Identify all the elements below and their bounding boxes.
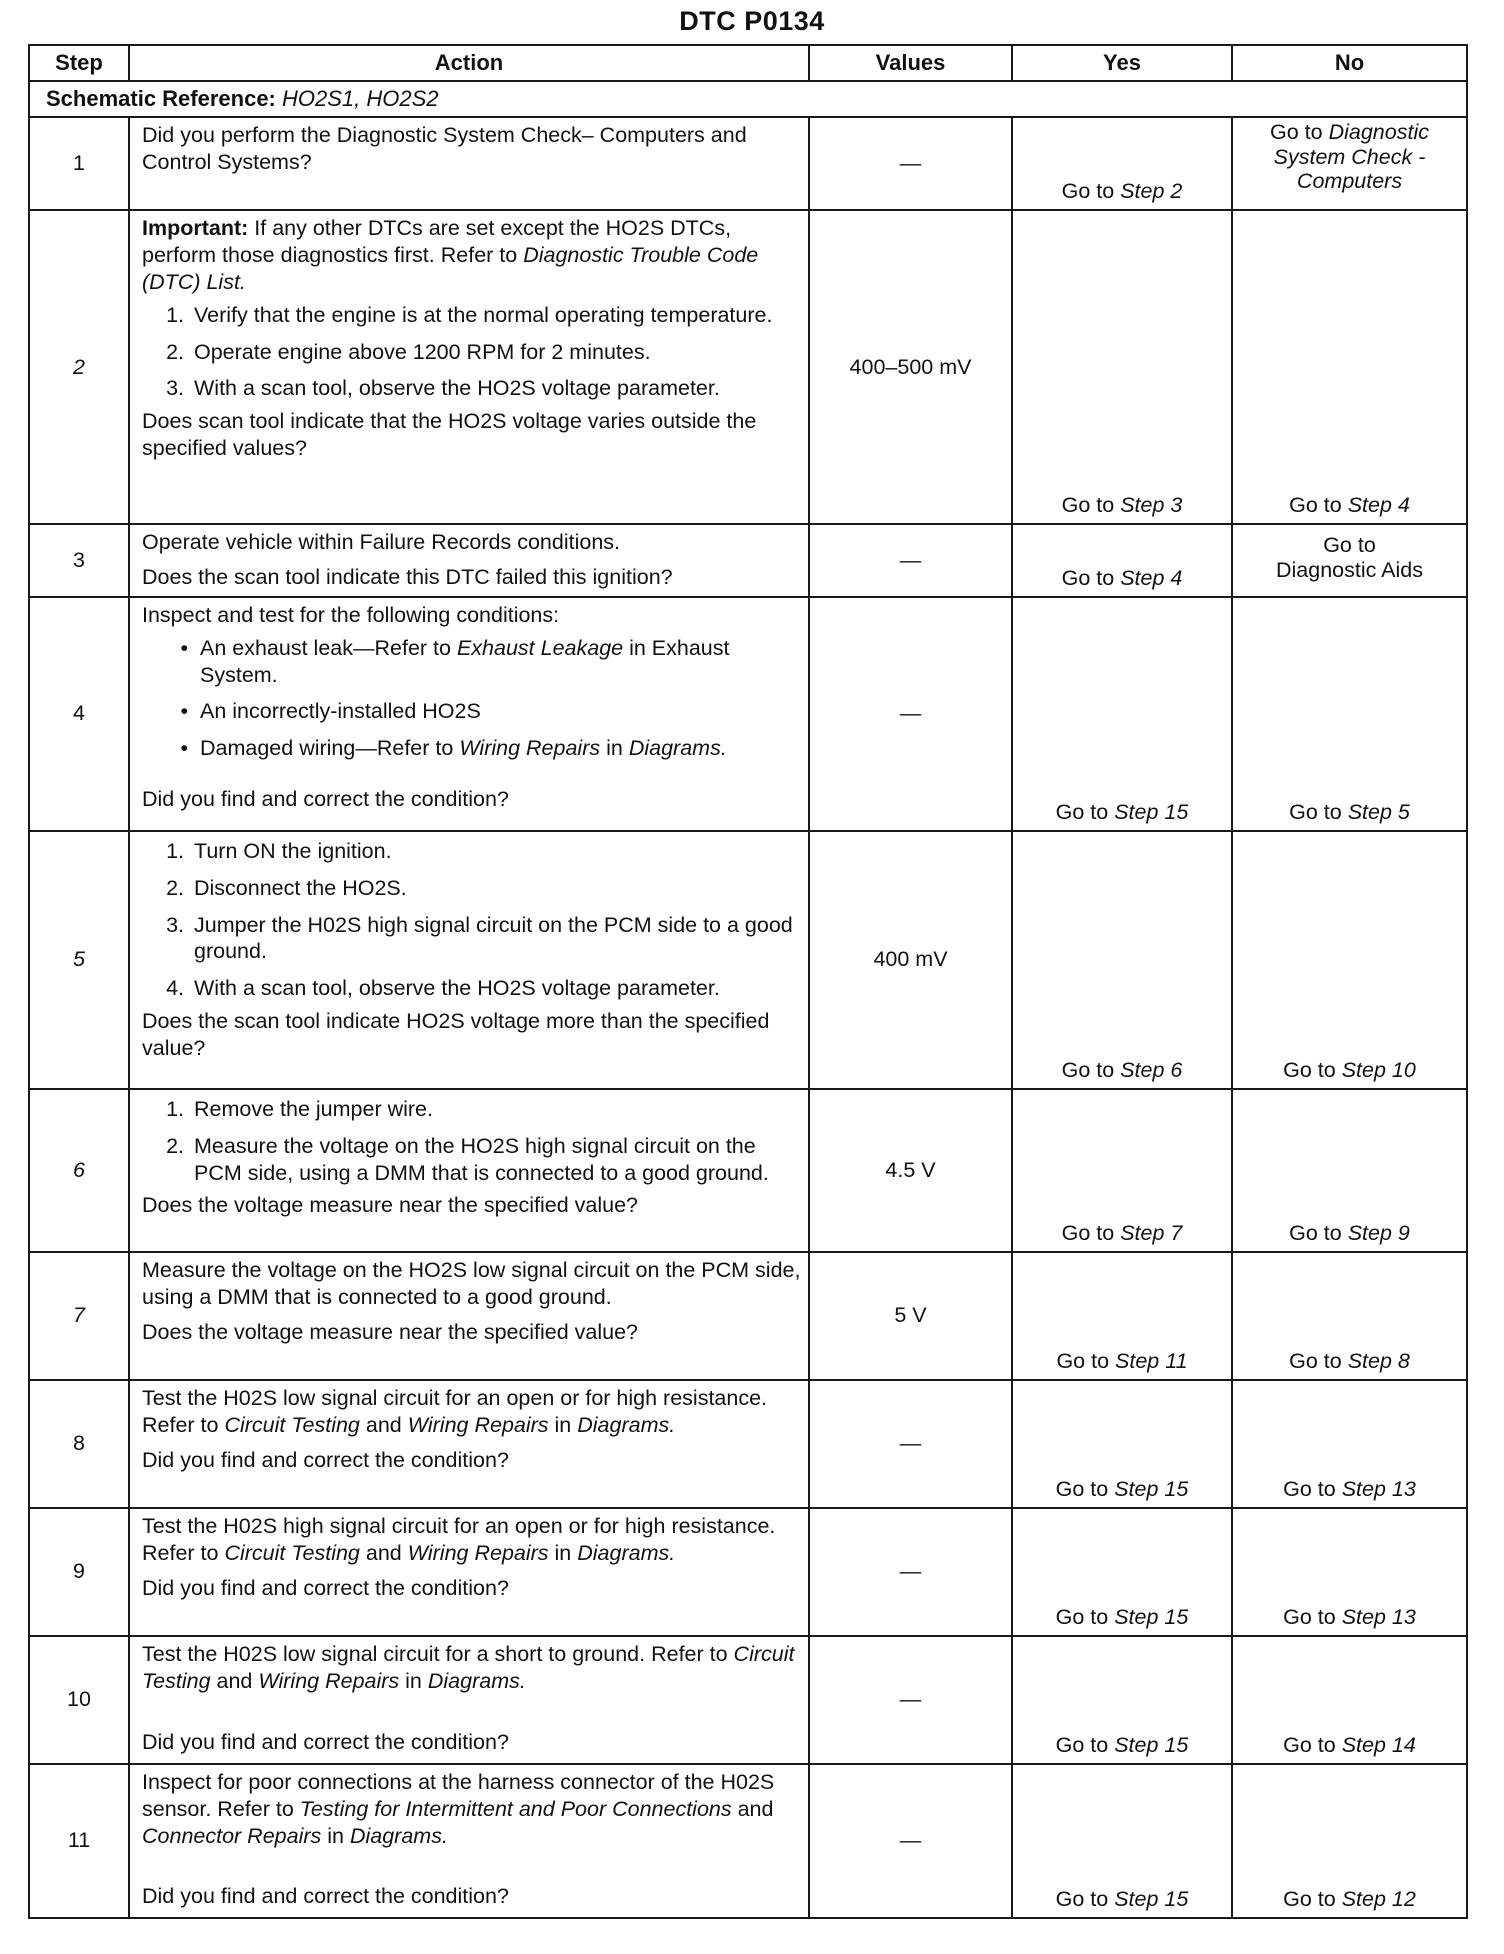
list-item: 2. Measure the voltage on the HO2S high signal circuit on the PCM side, using a DMM that is connected to a good ground.: [166, 1133, 769, 1185]
no-cell: Go to Step 4: [1232, 210, 1467, 524]
action-cell: [129, 117, 809, 210]
table-row: [29, 117, 1467, 210]
yes-cell: Go to Step 11: [1012, 1252, 1232, 1380]
yes-step-ref: Step 15: [1114, 1886, 1189, 1911]
value-cell: 400–500 mV: [809, 210, 1012, 524]
question-text: Did you find and correct the condition?: [142, 787, 509, 812]
table-row: [29, 597, 1467, 831]
schematic-value: HO2S1, HO2S2: [282, 86, 439, 112]
action-cell: [129, 1764, 809, 1918]
value-cell: 4.5 V: [809, 1089, 1012, 1252]
value-cell: 400 mV: [809, 831, 1012, 1089]
table-row: [29, 1636, 1467, 1764]
step-number: 10: [29, 1636, 129, 1764]
value-cell: —: [809, 1508, 1012, 1636]
yes-cell: Go to Step 15: [1012, 1764, 1232, 1918]
go-to-label: Go to: [1270, 120, 1323, 144]
list-item: 1. Verify that the engine is at the normal operating temperature.: [166, 302, 773, 327]
question-text: Does the voltage measure near the specified value?: [142, 1193, 639, 1218]
no-step-ref: Diagnostic System Check - Computers: [1273, 120, 1429, 194]
action-text: Test the H02S low signal circuit for a short to ground. Refer to Circuit Testing and Wiring Repairs in Diagrams.: [142, 1641, 795, 1693]
step-number: 11: [29, 1764, 129, 1918]
important-label: Important:: [142, 216, 249, 240]
list-item: 2. Operate engine above 1200 RPM for 2 minutes.: [166, 339, 651, 364]
no-step-ref: Diagnostic Aids: [1276, 558, 1423, 583]
yes-cell: [1012, 117, 1232, 210]
no-step-ref: Step 8: [1347, 1348, 1410, 1373]
no-cell: Go to Diagnostic Aids: [1232, 524, 1467, 597]
action-text: Did you perform the Diagnostic System Check– Computers and Control Systems?: [142, 123, 747, 174]
step-number: 7: [29, 1252, 129, 1380]
no-step-ref: Step 10: [1341, 1057, 1416, 1082]
action-text: Test the H02S low signal circuit for an open or for high resistance. Refer to Circuit Testing and Wiring Repairs in Diagrams.: [142, 1385, 768, 1437]
value-cell: —: [809, 1380, 1012, 1508]
value-cell: —: [809, 597, 1012, 831]
no-step-ref: Step 9: [1347, 1220, 1410, 1245]
important-ref: Diagnostic Trouble Code (DTC) List.: [142, 242, 759, 294]
no-step-ref: Step 12: [1341, 1886, 1416, 1911]
header-values: Values: [809, 45, 1012, 81]
go-to-label: Go to: [1061, 179, 1115, 204]
no-cell: Go to Step 12: [1232, 1764, 1467, 1918]
step-number: 1: [29, 117, 129, 210]
step-number: 5: [29, 831, 129, 1089]
header-row: [29, 45, 1467, 81]
step-number: 6: [29, 1089, 129, 1252]
action-text: Inspect for poor connections at the harness connector of the H02S sensor. Refer to Testing for Intermittent and Poor Connections and Connector Repairs in Diagrams.: [142, 1769, 775, 1848]
table-row: [29, 831, 1467, 1089]
dtc-table: [28, 44, 1468, 1919]
no-step-ref: Step 13: [1341, 1604, 1416, 1629]
header-yes: Yes: [1012, 45, 1232, 81]
no-cell: Go to Step 13: [1232, 1508, 1467, 1636]
procedure-list: [142, 302, 802, 403]
list-item: 1. Remove the jumper wire.: [166, 1096, 433, 1121]
list-item: • Damaged wiring—Refer to Wiring Repairs in Diagrams.: [180, 736, 727, 761]
list-item: 1. Turn ON the ignition.: [166, 838, 392, 863]
no-step-ref: Step 5: [1347, 799, 1410, 824]
table-row: [29, 1380, 1467, 1508]
action-cell: [129, 1508, 809, 1636]
important-text: If any other DTCs are set except the HO2S DTCs, perform those diagnostics first. Refer to: [142, 216, 732, 267]
yes-cell: Go to Step 7: [1012, 1089, 1232, 1252]
header-no: No: [1232, 45, 1467, 81]
table-row: [29, 1508, 1467, 1636]
page-title: DTC P0134: [679, 6, 825, 36]
action-cell: [129, 524, 809, 597]
procedure-list: [142, 838, 802, 1002]
no-cell: [1232, 117, 1467, 210]
action-cell: [129, 1089, 809, 1252]
no-cell: Go to Step 5: [1232, 597, 1467, 831]
yes-cell: Go to Step 15: [1012, 1508, 1232, 1636]
question-text: Did you find and correct the condition?: [142, 1447, 509, 1472]
action-cell: [129, 210, 809, 524]
yes-step-ref: Step 11: [1115, 1348, 1188, 1373]
question-text: Does the voltage measure near the specified value?: [142, 1319, 639, 1344]
action-text: Inspect and test for the following conditions:: [142, 602, 560, 627]
yes-cell: Go to Step 15: [1012, 597, 1232, 831]
schematic-label: Schematic Reference:: [46, 86, 276, 112]
action-cell: [129, 1636, 809, 1764]
yes-step-ref: Step 7: [1120, 1220, 1183, 1245]
yes-cell: Go to Step 6: [1012, 831, 1232, 1089]
value-cell: —: [809, 117, 1012, 210]
action-cell: [129, 1380, 809, 1508]
table-row: [29, 1764, 1467, 1918]
schematic-row: [29, 81, 1467, 117]
yes-step-ref: Step 15: [1114, 1732, 1189, 1757]
header-step: Step: [29, 45, 129, 81]
no-step-ref: Step 4: [1347, 493, 1410, 518]
no-step-ref: Step 14: [1341, 1732, 1416, 1757]
yes-cell: Go to Step 4: [1012, 524, 1232, 597]
yes-step-ref: Step 15: [1114, 799, 1189, 824]
list-item: 3. With a scan tool, observe the HO2S voltage parameter.: [166, 376, 720, 401]
table-row: [29, 210, 1467, 524]
list-item: 2. Disconnect the HO2S.: [166, 875, 407, 900]
action-text: Measure the voltage on the HO2S low signal circuit on the PCM side, using a DMM that is connected to a good ground.: [142, 1257, 801, 1309]
yes-cell: Go to Step 15: [1012, 1636, 1232, 1764]
no-cell: Go to Step 9: [1232, 1089, 1467, 1252]
value-cell: —: [809, 1636, 1012, 1764]
procedure-list: [142, 1096, 802, 1187]
action-cell: [129, 831, 809, 1089]
yes-step-ref: Step 6: [1120, 1057, 1183, 1082]
schematic-reference: [29, 81, 1467, 117]
yes-cell: Go to Step 15: [1012, 1380, 1232, 1508]
yes-step-ref: Step 2: [1120, 179, 1183, 204]
no-step-ref: Step 13: [1341, 1476, 1416, 1501]
table-row: [29, 524, 1467, 597]
yes-step-ref: Step 3: [1120, 493, 1183, 518]
header-action: Action: [129, 45, 809, 81]
yes-step-ref: Step 4: [1120, 565, 1183, 590]
action-cell: [129, 1252, 809, 1380]
question-text: Does scan tool indicate that the HO2S voltage varies outside the specified values?: [142, 409, 757, 461]
yes-step-ref: Step 15: [1114, 1476, 1189, 1501]
list-item: 3. Jumper the H02S high signal circuit on the PCM side to a good ground.: [166, 912, 793, 964]
yes-step-ref: Step 15: [1114, 1604, 1189, 1629]
value-cell: —: [809, 524, 1012, 597]
question-text: Did you find and correct the condition?: [142, 1884, 509, 1909]
question-text: Does the scan tool indicate this DTC failed this ignition?: [142, 564, 673, 589]
list-item: • An incorrectly-installed HO2S: [180, 699, 481, 724]
step-number: 9: [29, 1508, 129, 1636]
table-row: [29, 1089, 1467, 1252]
question-text: Does the scan tool indicate HO2S voltage more than the specified value?: [142, 1009, 770, 1060]
condition-list: [142, 635, 802, 763]
action-text: Test the H02S high signal circuit for an open or for high resistance. Refer to Circuit Testing and Wiring Repairs in Diagrams.: [142, 1513, 776, 1565]
no-cell: Go to Step 14: [1232, 1636, 1467, 1764]
no-cell: Go to Step 13: [1232, 1380, 1467, 1508]
value-cell: —: [809, 1764, 1012, 1918]
yes-cell: Go to Step 3: [1012, 210, 1232, 524]
action-text: Operate vehicle within Failure Records conditions.: [142, 530, 621, 554]
table-row: [29, 1252, 1467, 1380]
list-item: • An exhaust leak—Refer to Exhaust Leakage in Exhaust System.: [180, 635, 730, 687]
step-number: 4: [29, 597, 129, 831]
action-cell: [129, 597, 809, 831]
step-number: 8: [29, 1380, 129, 1508]
no-cell: Go to Step 8: [1232, 1252, 1467, 1380]
question-text: Did you find and correct the condition?: [142, 1575, 509, 1600]
step-number: 3: [29, 524, 129, 597]
question-text: Did you find and correct the condition?: [142, 1729, 509, 1754]
list-item: 4. With a scan tool, observe the HO2S voltage parameter.: [166, 976, 720, 1001]
value-cell: 5 V: [809, 1252, 1012, 1380]
step-number: 2: [29, 210, 129, 524]
no-cell: Go to Step 10: [1232, 831, 1467, 1089]
